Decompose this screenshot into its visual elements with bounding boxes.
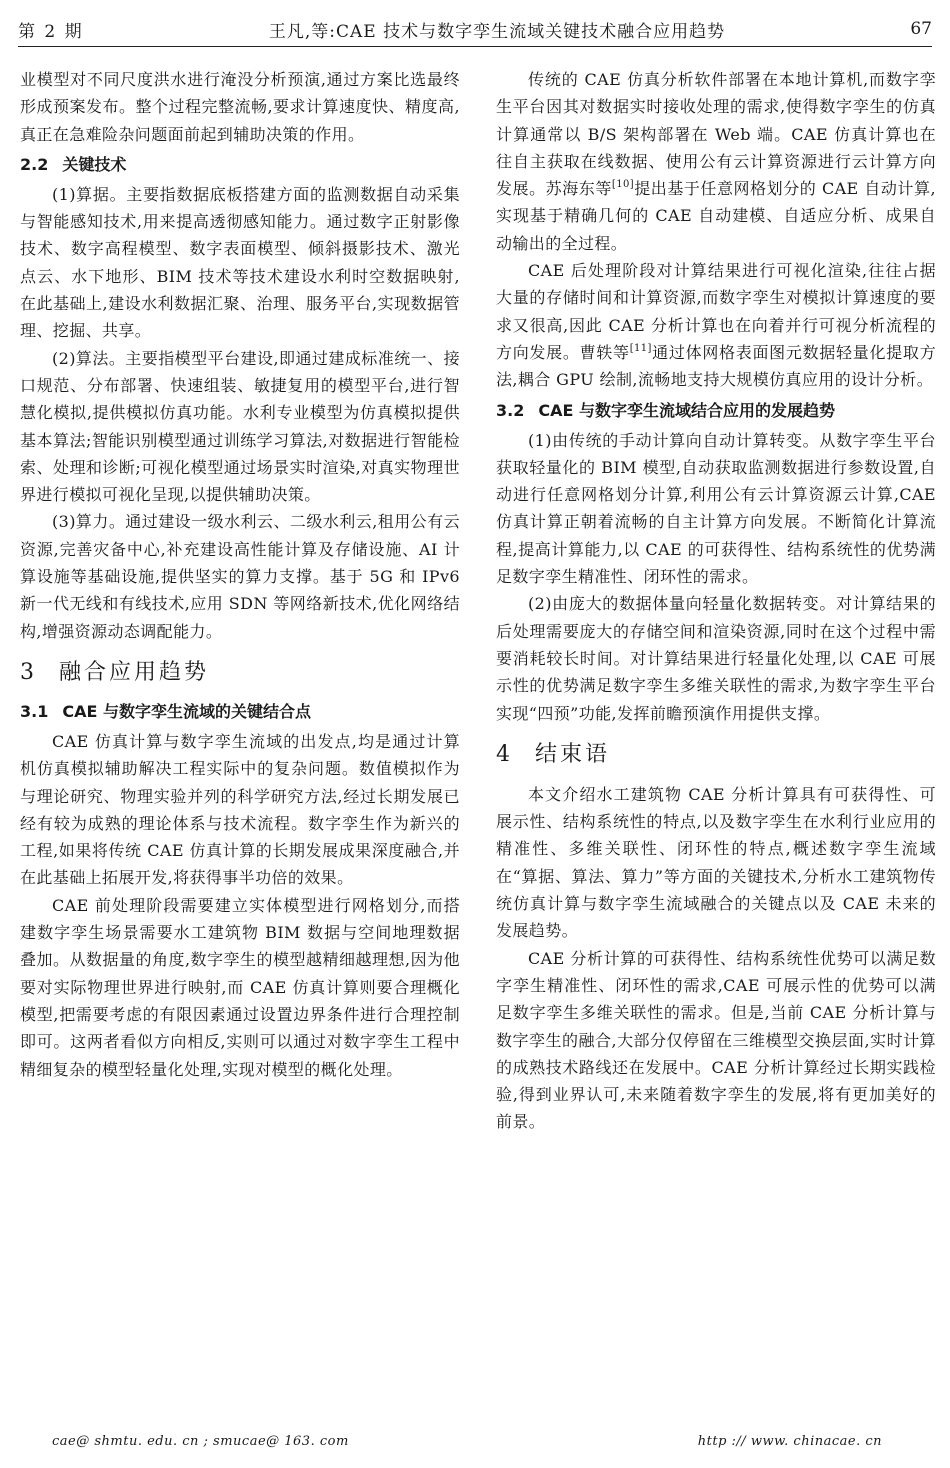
page-header	[18, 12, 932, 47]
paragraph-3-2-a: (1)由传统的手动计算向自动计算转变。从数字孪生平台获取轻量化的 BIM 模型,自动获取监测数据进行参数设置,自动进行任意网格划分计算,利用公有云计算资源云计算,CAE 仿真计算正朝着流畅的自主计算方向发展。不断简化计算流程,提高计算能力,以 CAE 的可获得性、结构系统性的优势满足数字孪生精准性、闭环性的需求。	[496, 430, 936, 587]
section-title: 结束语	[535, 741, 611, 767]
section-3-heading	[20, 657, 460, 689]
paragraph-computing-power: (3)算力。通过建设一级水利云、二级水利云,租用公有云资源,完善灾备中心,补充建设高性能计算及存储设施、AI 计算设施等基础设施,提供坚实的算力支撑。基于 5G 和 IPv6 新一代无线和有线技术,应用 SDN 等网络新技术,优化网络结构,增强资源动态调配能力。	[20, 512, 460, 641]
section-number: 4	[496, 741, 513, 767]
section-title: CAE 与数字孪生流域的关键结合点	[62, 701, 311, 721]
paragraph-text: 通过体网格表面图元数据轻量化提取方法,耦合 GPU 绘制,流畅地支持大规模仿真应用的设计分析。	[496, 342, 936, 390]
paragraph-algorithm: (2)算法。主要指模型平台建设,即通过建成标准统一、接口规范、分布部署、快速组装、敏捷复用的模型平台,进行智慧化模拟,提供模拟仿真功能。水利专业模型为仿真模拟提供基本算法;智能识别模型通过训练学习算法,对数据进行智能检索、处理和诊断;可视化模型通过场景实时渲染,对真实物理世界进行模拟可视化呈现,以提供辅助决策。	[20, 348, 460, 505]
section-title: CAE 与数字孪生流域结合应用的发展趋势	[538, 400, 835, 420]
section-3-2-heading	[496, 398, 936, 424]
section-3-1-heading	[20, 699, 460, 725]
section-number: 3.2	[496, 400, 525, 420]
paragraph-3-2-b: (2)由庞大的数据体量向轻量化数据转变。对计算结果的后处理需要庞大的存储空间和渲染资源,同时在这个过程中需要消耗较长时间。对计算结果进行轻量化处理,以 CAE 可展示性的优势满足数字孪生多维关联性的需求,为数字孪生平台实现“四预”功能,发挥前瞻预演作用提供支撑。	[496, 594, 936, 723]
paragraph-3-1-b: CAE 前处理阶段需要建立实体模型进行网格划分,而搭建数字孪生场景需要水工建筑物 BIM 数据与空间地理数据叠加。从数据量的角度,数字孪生的模型越精细越理想,因为他要对实际物理世界进行映射,而 CAE 仿真计算则要合理概化模型,把需要考虑的有限因素通过设置边界条件进行合理控制即可。这两者看似方向相反,实则可以通过对数字孪生工程中精细复杂的模型轻量化处理,实现对模型的概化处理。	[20, 895, 460, 1079]
section-2-2-heading	[20, 152, 460, 178]
paragraph-intro-continued: 业模型对不同尺度洪水进行淹没分析预演,通过方案比选最终形成预案发布。整个过程完整流畅,要求计算速度快、精度高,真正在急难险杂问题面前起到辅助决策的作用。	[20, 70, 460, 144]
section-title: 关键技术	[62, 154, 127, 174]
paragraph-postprocessing	[496, 257, 936, 393]
left-column	[20, 66, 460, 1083]
paragraph-web-deployment	[496, 66, 936, 257]
citation-11: [11]	[629, 342, 652, 354]
paragraph-text: CAE 后处理阶段对计算结果进行可视化渲染,往往占据大量的存储时间和计算资源,而数字孪生对模拟计算速度的要求又很高,因此 CAE 分析计算也在向着并行可视分析流程的方向发展。曹轶等	[496, 261, 936, 362]
page-number: 67	[910, 19, 932, 39]
paragraph-text: 提出基于任意网格划分的 CAE 自动计算,实现基于精确几何的 CAE 自动建模、自适应分析、成果自动输出的全过程。	[496, 179, 936, 253]
issue-number: 第 2 期	[18, 21, 84, 42]
footer-email: cae@ shmtu. edu. cn ; smucae@ 163. com	[52, 1434, 349, 1449]
section-title: 融合应用趋势	[59, 659, 210, 685]
section-4-heading	[496, 739, 936, 771]
paragraph-data-foundation: (1)算据。主要指数据底板搭建方面的监测数据自动采集与智能感知技术,用来提高透彻感知能力。通过数字正射影像技术、数字高程模型、数字表面模型、倾斜摄影技术、激光点云、水下地形、BIM 技术等技术建设水利时空数据映射,在此基础上,建设水利数据汇聚、治理、服务平台,实现数据管理、挖掘、共享。	[20, 184, 460, 341]
running-title: 王凡,等:CAE 技术与数字孪生流域关键技术融合应用趋势	[268, 21, 726, 42]
citation-10: [10]	[611, 179, 635, 191]
paragraph-conclusion-a: 本文介绍水工建筑物 CAE 分析计算具有可获得性、可展示性、结构系统性的特点,以及数字孪生在水利行业应用的精准性、多维关联性、闭环性的特点,概述数字孪生流域在“算据、算法、算力”等方面的关键技术,分析水工建筑物传统仿真计算与数字孪生流域融合的关键点以及 CAE 未来的发展趋势。	[496, 784, 936, 941]
paragraph-3-1-a: CAE 仿真计算与数字孪生流域的出发点,均是通过计算机仿真模拟辅助解决工程实际中的复杂问题。数值模拟作为与理论研究、物理实验并列的科学研究方法,经过长期发展已经有较为成熟的理论体系与技术流程。数字孪生作为新兴的工程,如果将传统 CAE 仿真计算的长期发展成果深度融合,并在此基础上拓展开发,将获得事半功倍的效果。	[20, 731, 460, 888]
section-number: 3	[20, 659, 37, 685]
section-number: 2.2	[20, 154, 49, 174]
section-number: 3.1	[20, 701, 49, 721]
paragraph-conclusion-b: CAE 分析计算的可获得性、结构系统性优势可以满足数字孪生精准性、闭环性的需求,CAE 可展示性的优势可以满足数字孪生多维关联性的需求。但是,当前 CAE 分析计算与数字孪生的融合,大部分仅停留在三维模型交换层面,实时计算的成熟技术路线还在发展中。CAE 分析计算经过长期实践检验,得到业界认可,未来随着数字孪生的发展,将有更加美好的前景。	[496, 948, 936, 1132]
footer-url: http :// www. chinacae. cn	[697, 1434, 882, 1449]
right-column	[496, 66, 936, 1136]
paragraph-text: 传统的 CAE 仿真分析软件部署在本地计算机,而数字孪生平台因其对数据实时接收处理的需求,使得数字孪生的仿真计算通常以 B/S 架构部署在 Web 端。CAE 仿真计算也在往自主获取在线数据、使用公有云计算资源进行云计算方向发展。苏海东等	[496, 70, 936, 199]
